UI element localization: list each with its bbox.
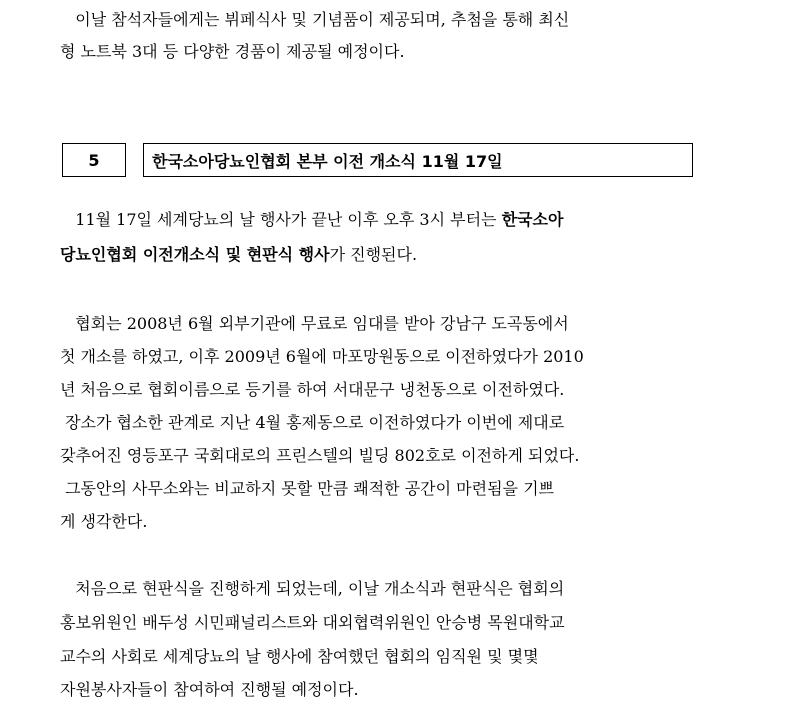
paragraph2-line: 협회는 2008년 6월 외부기관에 무료로 임대를 받아 강남구 도곡동에서 [60,314,569,333]
paragraph3-line: 처음으로 현판식을 진행하게 되었는데, 이날 개소식과 현판식은 협회의 [60,579,565,598]
paragraph1-line2-text: 가 진행된다. [329,245,418,264]
paragraph3-line: 교수의 사회로 세계당뇨의 날 행사에 참여했던 협회의 임직원 및 몇몇 [60,647,539,666]
paragraph1-line2-bold: 당뇨인협회 이전개소식 및 현판식 행사 [60,245,330,264]
paragraph2-line: 장소가 협소한 관계로 지난 4월 홍제동으로 이전하였다가 이번에 제대로 [60,413,565,432]
section-title-box [143,143,693,177]
paragraph1-line1-bold: 한국소아 [501,210,564,229]
intro-line-2: 형 노트북 3대 등 다양한 경품이 제공될 예정이다. [60,42,405,61]
paragraph1-line1-text: 11월 17일 세계당뇨의 날 행사가 끝난 이후 오후 3시 부터는 [60,210,502,229]
section-number-box [62,143,126,177]
intro-line-1: 이날 참석자들에게는 뷔페식사 및 기념품이 제공되며, 추첨을 통해 최신 [60,10,570,29]
paragraph3-line: 자원봉사자들이 참여하여 진행될 예정이다. [60,680,359,699]
paragraph2-line: 년 처음으로 협회이름으로 등기를 하여 서대문구 냉천동으로 이전하였다. [60,380,565,399]
paragraph3-line: 홍보위원인 배두성 시민패널리스트와 대외협력위원인 안승병 목원대학교 [60,613,565,632]
paragraph1-line-2 [60,244,417,266]
paragraph2-line: 첫 개소를 하였고, 이후 2009년 6월에 마포망원동으로 이전하였다가 2010 [60,347,584,366]
paragraph2-line: 갖추어진 영등포구 국회대로의 프린스텔의 빌딩 802호로 이전하게 되었다. [60,446,580,465]
paragraph2-line: 그동안의 사무소와는 비교하지 못할 만큼 쾌적한 공간이 마련됨을 기쁘 [60,479,554,498]
paragraph2-line: 게 생각한다. [60,512,148,531]
paragraph1-line-1 [60,209,563,231]
section-title: 한국소아당뇨인협회 본부 이전 개소식 11월 17일 [152,151,503,171]
section-number: 5 [88,150,100,170]
